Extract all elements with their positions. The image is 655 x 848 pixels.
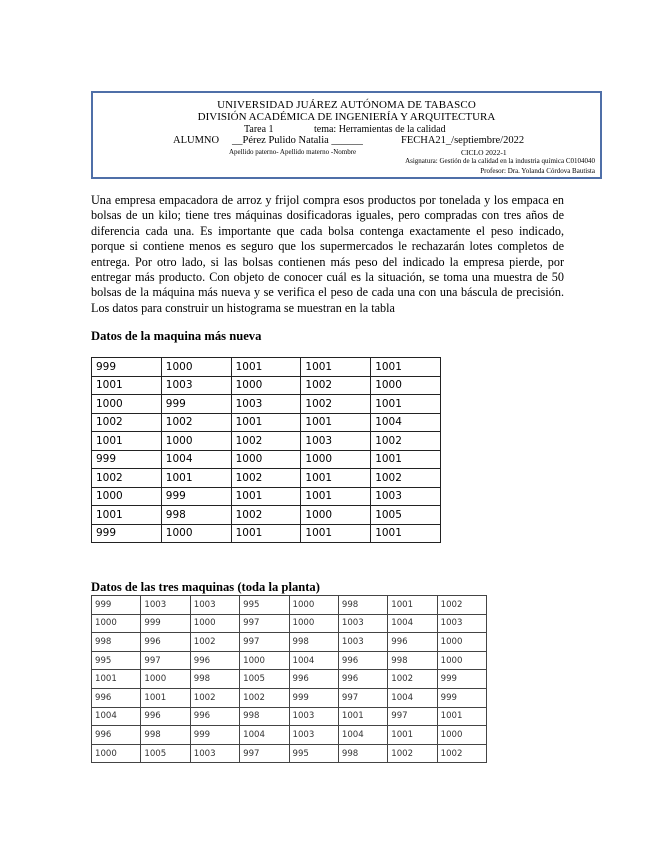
table-cell: 1001 [231, 524, 301, 543]
table-cell: 1001 [371, 450, 441, 469]
table-cell: 1000 [301, 450, 371, 469]
table-cell: 996 [338, 670, 387, 689]
table-cell: 996 [141, 707, 190, 726]
table-cell: 1003 [141, 596, 190, 615]
table-cell: 1002 [388, 744, 437, 763]
table-cell: 998 [161, 506, 231, 525]
task-label: Tarea 1 [244, 124, 274, 135]
table-cell: 1000 [231, 376, 301, 395]
table-cell: 998 [141, 726, 190, 745]
table-cell: 999 [437, 670, 486, 689]
table-row [92, 744, 487, 763]
table-cell: 1001 [371, 358, 441, 377]
table-row [92, 707, 487, 726]
table-cell: 1002 [437, 744, 486, 763]
table-cell: 1002 [190, 688, 239, 707]
table-cell: 1004 [371, 413, 441, 432]
table-row [92, 670, 487, 689]
table-cell: 1004 [161, 450, 231, 469]
table-cell: 996 [190, 707, 239, 726]
table-cell: 998 [92, 633, 141, 652]
table-cell: 999 [289, 688, 338, 707]
table-cell: 1003 [437, 614, 486, 633]
problem-statement: Una empresa empacadora de arroz y frijol compra esos productos por tonelada y los empaca en bolsas de un kilo; tiene tres máquinas dosificadoras iguales, pero compradas con tres años de diferencia cada una. Es importante que cada bolsa contenga exactamente el peso indicado, porque si contiene menos es seguro que los supermercados le rechazarán lotes completos de entrega. Por otro lado, si las bolsas contienen más peso del indicado la empresa pierde, por entregar más producto. Con objeto de conocer cuál es la situación, se toma una muestra de 50 bolsas de la máquina más nueva y se verifica el peso de cada una con una báscula de precisión. Los datos para construir un histograma se muestran en la tabla [91, 193, 564, 315]
table-cell: 999 [92, 358, 162, 377]
table-row [92, 413, 441, 432]
plant-table-title: Datos de las tres maquinas (toda la planta) [91, 580, 320, 594]
table-cell: 1000 [92, 614, 141, 633]
topic-label: tema: Herramientas de la calidad [314, 124, 446, 135]
table-cell: 997 [141, 651, 190, 670]
table-row [92, 395, 441, 414]
table-cell: 1002 [301, 395, 371, 414]
table-cell: 1002 [231, 469, 301, 488]
table-cell: 1000 [190, 614, 239, 633]
table-cell: 1000 [92, 487, 162, 506]
header-box [91, 91, 602, 179]
table-cell: 999 [161, 395, 231, 414]
table-cell: 1002 [437, 596, 486, 615]
name-format: Apellido paterno- Apellido materno -Nombre [229, 148, 357, 156]
table-cell: 995 [240, 596, 289, 615]
table-cell: 1001 [231, 413, 301, 432]
table-cell: 1003 [161, 376, 231, 395]
table-cell: 997 [240, 633, 289, 652]
table-row [92, 596, 487, 615]
table-cell: 1002 [92, 469, 162, 488]
table-cell: 999 [161, 487, 231, 506]
table-cell: 1003 [190, 744, 239, 763]
table-cell: 1001 [301, 469, 371, 488]
table-cell: 1001 [231, 487, 301, 506]
table-cell: 1001 [437, 707, 486, 726]
plant-table [91, 595, 487, 763]
table-cell: 1000 [240, 651, 289, 670]
table-cell: 996 [92, 688, 141, 707]
table-cell: 1000 [161, 432, 231, 451]
table-cell: 1000 [437, 651, 486, 670]
table-cell: 1004 [338, 726, 387, 745]
table-cell: 1002 [301, 376, 371, 395]
table-cell: 997 [388, 707, 437, 726]
table-cell: 1001 [301, 413, 371, 432]
table-row [92, 506, 441, 525]
table-cell: 996 [190, 651, 239, 670]
table-row [92, 688, 487, 707]
table-cell: 996 [338, 651, 387, 670]
table-cell: 1002 [240, 688, 289, 707]
table-cell: 1005 [240, 670, 289, 689]
table-cell: 999 [92, 524, 162, 543]
table-cell: 1000 [437, 726, 486, 745]
table-cell: 1005 [141, 744, 190, 763]
table-cell: 995 [289, 744, 338, 763]
table-cell: 997 [338, 688, 387, 707]
table-cell: 1004 [240, 726, 289, 745]
table-cell: 1002 [161, 413, 231, 432]
table-cell: 1000 [92, 395, 162, 414]
table-cell: 1001 [338, 707, 387, 726]
table-cell: 996 [388, 633, 437, 652]
table-cell: 1001 [301, 358, 371, 377]
table-cell: 999 [437, 688, 486, 707]
date-label: FECHA21_/septiembre/2022 [401, 135, 525, 146]
table-cell: 1002 [388, 670, 437, 689]
table-cell: 1001 [371, 524, 441, 543]
table-cell: 1003 [289, 707, 338, 726]
table-cell: 1003 [371, 487, 441, 506]
table-cell: 1001 [388, 596, 437, 615]
professor-label: Profesor: Dra. Yolanda Córdova Bautista [480, 167, 595, 175]
table-cell: 1002 [92, 413, 162, 432]
table-cell: 1001 [371, 395, 441, 414]
table-cell: 1002 [231, 432, 301, 451]
table-cell: 996 [92, 726, 141, 745]
table-cell: 999 [92, 450, 162, 469]
table-cell: 998 [338, 596, 387, 615]
table-row [92, 487, 441, 506]
table-row [92, 726, 487, 745]
table-cell: 1003 [338, 633, 387, 652]
table-cell: 1000 [437, 633, 486, 652]
table-cell: 995 [92, 651, 141, 670]
table-cell: 1004 [92, 707, 141, 726]
table-row [92, 376, 441, 395]
new-machine-table-title: Datos de la maquina más nueva [91, 329, 262, 343]
table-cell: 1002 [231, 506, 301, 525]
table-cell: 1001 [301, 487, 371, 506]
table-cell: 1000 [92, 744, 141, 763]
table-cell: 1002 [371, 432, 441, 451]
table-row [92, 614, 487, 633]
table-row [92, 358, 441, 377]
table-cell: 1001 [92, 670, 141, 689]
table-cell: 1002 [371, 469, 441, 488]
table-cell: 1000 [161, 358, 231, 377]
table-cell: 1001 [231, 358, 301, 377]
table-cell: 1005 [371, 506, 441, 525]
table-cell: 1002 [190, 633, 239, 652]
table-cell: 998 [190, 670, 239, 689]
table-cell: 1001 [92, 506, 162, 525]
table-row [92, 651, 487, 670]
cycle-label: CICLO 2022-1 [461, 148, 507, 157]
table-row [92, 432, 441, 451]
table-cell: 1000 [289, 596, 338, 615]
table-cell: 999 [92, 596, 141, 615]
table-row [92, 524, 441, 543]
table-cell: 999 [190, 726, 239, 745]
student-label: ALUMNO [173, 135, 220, 146]
table-cell: 1001 [141, 688, 190, 707]
table-cell: 1003 [231, 395, 301, 414]
table-cell: 1000 [161, 524, 231, 543]
table-cell: 998 [289, 633, 338, 652]
table-row [92, 633, 487, 652]
university-name: UNIVERSIDAD JUÁREZ AUTÓNOMA DE TABASCO [217, 99, 476, 111]
table-cell: 1003 [338, 614, 387, 633]
table-cell: 996 [141, 633, 190, 652]
table-cell: 1000 [141, 670, 190, 689]
course-label: Asignatura: Gestión de la calidad en la industria química C0104040 [405, 157, 595, 165]
table-cell: 1000 [301, 506, 371, 525]
table-row [92, 450, 441, 469]
table-cell: 1000 [289, 614, 338, 633]
table-cell: 1004 [388, 614, 437, 633]
table-cell: 1001 [92, 376, 162, 395]
table-row [92, 469, 441, 488]
table-cell: 1004 [388, 688, 437, 707]
new-machine-table [91, 357, 441, 543]
table-cell: 1003 [190, 596, 239, 615]
table-cell: 999 [141, 614, 190, 633]
division-name: DIVISIÓN ACADÉMICA DE INGENIERÍA Y ARQUITECTURA [197, 111, 496, 123]
table-cell: 998 [388, 651, 437, 670]
student-name: __Pérez Pulido Natalia ______ [232, 135, 363, 146]
table-cell: 1001 [388, 726, 437, 745]
table-cell: 997 [240, 614, 289, 633]
table-cell: 1001 [92, 432, 162, 451]
table-cell: 1003 [289, 726, 338, 745]
table-cell: 1001 [301, 524, 371, 543]
table-cell: 997 [240, 744, 289, 763]
table-cell: 998 [338, 744, 387, 763]
table-cell: 1001 [161, 469, 231, 488]
table-cell: 1004 [289, 651, 338, 670]
table-cell: 998 [240, 707, 289, 726]
table-cell: 1003 [301, 432, 371, 451]
table-cell: 996 [289, 670, 338, 689]
table-cell: 1000 [371, 376, 441, 395]
table-cell: 1000 [231, 450, 301, 469]
